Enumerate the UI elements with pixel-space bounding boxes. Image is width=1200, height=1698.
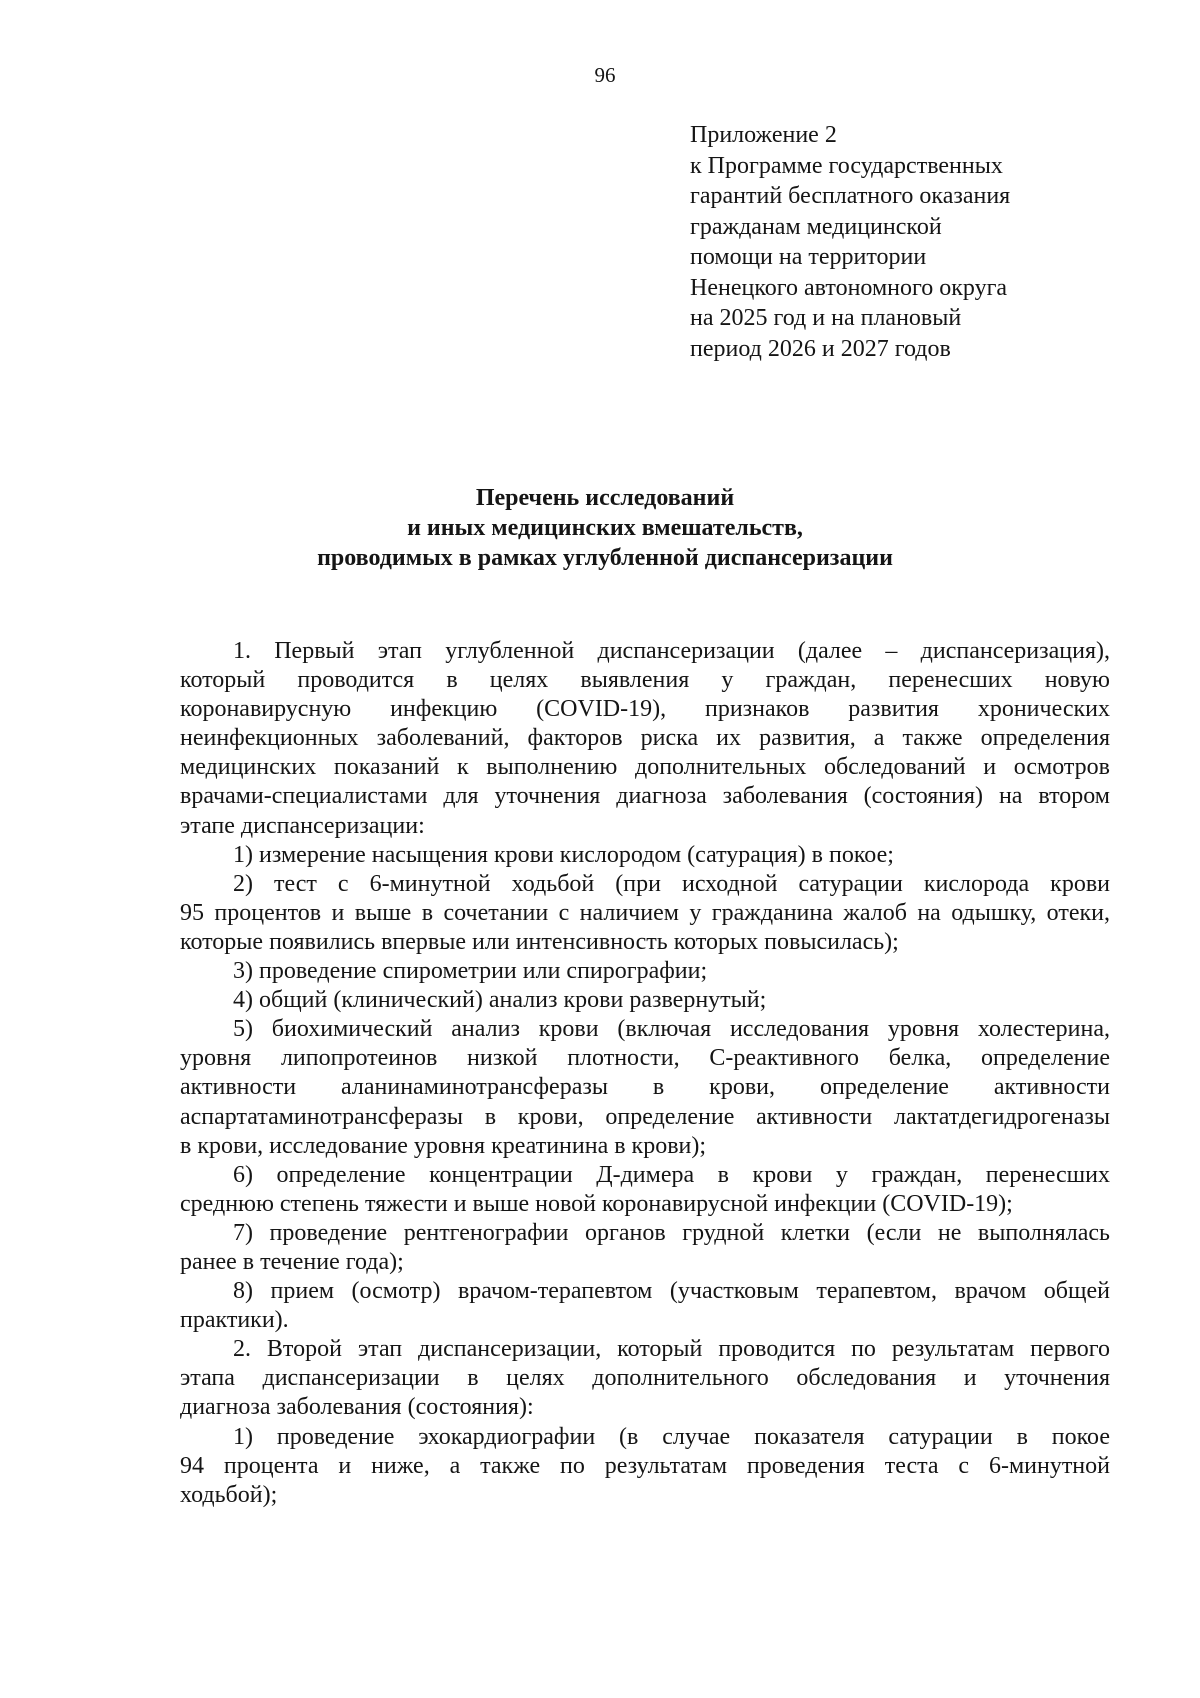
text-line: коронавирусную инфекцию (COVID-19), признаков развития хронических	[180, 696, 1110, 723]
appendix-line: гарантий бесплатного оказания	[690, 183, 1011, 209]
text-line: 5) биохимический анализ крови (включая исследования уровня холестерина,	[233, 1016, 1110, 1043]
text-line: 2. Второй этап диспансеризации, который проводится по результатам первого	[233, 1336, 1110, 1363]
text-line: практики).	[180, 1307, 289, 1334]
text-line: врачами-специалистами для уточнения диагноза заболевания (состояния) на втором	[180, 783, 1110, 810]
list-item	[180, 1423, 1110, 1510]
document-title	[205, 483, 1005, 573]
text-line: в крови, исследование уровня креатинина в крови);	[180, 1132, 707, 1159]
text-line: ходьбой);	[180, 1481, 278, 1508]
list-item	[180, 1161, 1110, 1219]
text-line: 4) общий (клинический) анализ крови развернутый;	[233, 987, 767, 1014]
list-item	[180, 1219, 1110, 1277]
text-line: 6) определение концентрации Д-димера в крови у граждан, перенесших	[233, 1161, 1110, 1188]
body-text	[180, 637, 1110, 1510]
text-line: ранее в течение года);	[180, 1248, 404, 1275]
text-line: диагноза заболевания (состояния):	[180, 1394, 534, 1421]
text-line: 1) измерение насыщения крови кислородом (сатурация) в покое;	[233, 841, 894, 868]
text-line: этапе диспансеризации:	[180, 812, 425, 839]
list-item	[180, 841, 1110, 870]
text-line: 7) проведение рентгенографии органов грудной клетки (если не выполнялась	[233, 1219, 1110, 1246]
paragraph-stage-1	[180, 637, 1110, 841]
text-line: 94 процента и ниже, а также по результатам проведения теста с 6-минутной	[180, 1452, 1110, 1479]
text-line: которые появились впервые или интенсивность которых повысилась);	[180, 928, 899, 955]
text-line: 1) проведение эхокардиографии (в случае показателя сатурации в покое	[233, 1423, 1110, 1450]
text-line: 8) прием (осмотр) врачом-терапевтом (участковым терапевтом, врачом общей	[233, 1278, 1110, 1305]
text-line: среднюю степень тяжести и выше новой коронавирусной инфекции (COVID-19);	[180, 1190, 1013, 1217]
text-line: 2) тест с 6-минутной ходьбой (при исходной сатурации кислорода крови	[233, 870, 1110, 897]
title-line: проводимых в рамках углубленной диспансеризации	[317, 545, 893, 571]
list-item	[180, 957, 1110, 986]
text-line: медицинских показаний к выполнению дополнительных обследований и осмотров	[180, 754, 1110, 781]
text-line: этапа диспансеризации в целях дополнительного обследования и уточнения	[180, 1365, 1110, 1392]
appendix-line: на 2025 год и на плановый	[690, 305, 962, 331]
text-line: 3) проведение спирометрии или спирографии;	[233, 958, 708, 985]
list-item	[180, 870, 1110, 957]
page-number: 96	[594, 63, 616, 87]
appendix-line: Ненецкого автономного округа	[690, 274, 1008, 301]
appendix-line: Приложение 2	[690, 122, 837, 148]
text-line: активности аланинаминотрансферазы в крови, определение активности	[180, 1074, 1110, 1101]
text-line: аспартатаминотрансферазы в крови, определение активности лактатдегидрогеназы	[180, 1103, 1110, 1130]
text-line: 1. Первый этап углубленной диспансеризации (далее – диспансеризация),	[233, 638, 1110, 664]
appendix-line: помощи на территории	[690, 244, 927, 270]
text-line: уровня липопротеинов низкой плотности, С-реактивного белка, определение	[180, 1045, 1110, 1072]
appendix-line: гражданам медицинской	[690, 213, 942, 240]
appendix-note	[690, 120, 1110, 364]
list-item	[180, 1277, 1110, 1335]
text-line: 95 процентов и выше в сочетании с наличием у гражданина жалоб на одышку, отеки,	[180, 899, 1110, 926]
text-line: неинфекционных заболеваний, факторов риска их развития, а также определения	[180, 725, 1110, 752]
list-item	[180, 986, 1110, 1015]
appendix-line: к Программе государственных	[690, 152, 1003, 179]
paragraph-stage-2	[180, 1335, 1110, 1422]
list-item	[180, 1015, 1110, 1160]
appendix-line: период 2026 и 2027 годов	[690, 335, 951, 362]
title-line: Перечень исследований	[475, 485, 735, 511]
title-line: и иных медицинских вмешательств,	[407, 515, 803, 541]
text-line: который проводится в целях выявления у граждан, перенесших новую	[180, 667, 1110, 694]
